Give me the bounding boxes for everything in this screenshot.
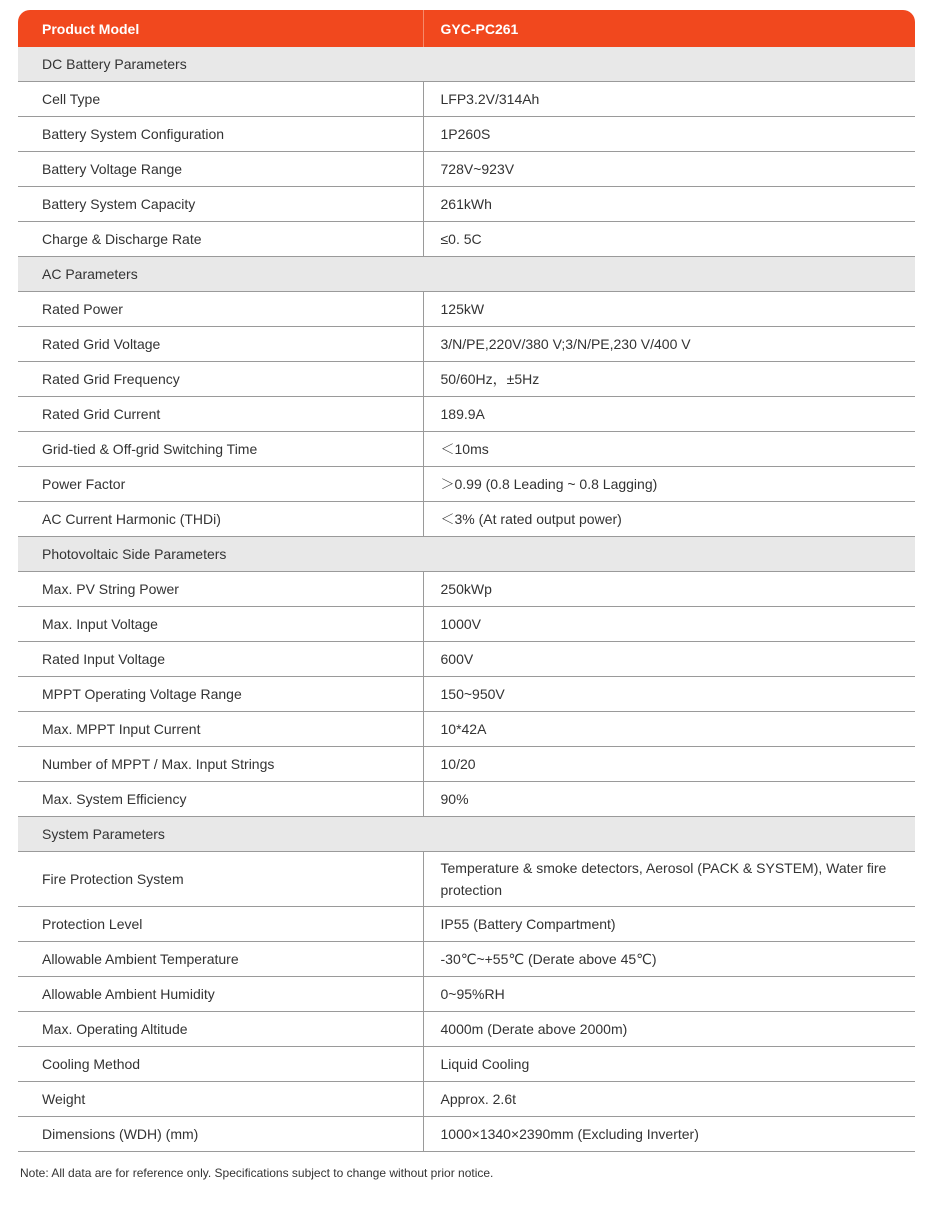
row-value: 250kWp (423, 572, 915, 607)
row-label: AC Current Harmonic (THDi) (18, 502, 423, 537)
row-value: 4000m (Derate above 2000m) (423, 1012, 915, 1047)
row-value: 3/N/PE,220V/380 V;3/N/PE,230 V/400 V (423, 327, 915, 362)
row-label: Charge & Discharge Rate (18, 222, 423, 257)
table-row (18, 1082, 915, 1117)
row-label: Rated Grid Frequency (18, 362, 423, 397)
table-row (18, 152, 915, 187)
row-label: Number of MPPT / Max. Input Strings (18, 747, 423, 782)
row-value: 50/60Hz，±5Hz (423, 362, 915, 397)
table-row (18, 117, 915, 152)
table-row (18, 82, 915, 117)
table-row (18, 222, 915, 257)
row-value: 150~950V (423, 677, 915, 712)
section-header-system (18, 817, 915, 852)
row-value: 0~95%RH (423, 977, 915, 1012)
row-label: Dimensions (WDH) (mm) (18, 1117, 423, 1152)
row-label: MPPT Operating Voltage Range (18, 677, 423, 712)
row-value: 261kWh (423, 187, 915, 222)
row-label: Max. Operating Altitude (18, 1012, 423, 1047)
row-value: 1000×1340×2390mm (Excluding Inverter) (423, 1117, 915, 1152)
table-row (18, 712, 915, 747)
spec-table (18, 10, 915, 1152)
row-value: 189.9A (423, 397, 915, 432)
table-row (18, 572, 915, 607)
row-label: Max. MPPT Input Current (18, 712, 423, 747)
row-label: Protection Level (18, 907, 423, 942)
row-label: Battery Voltage Range (18, 152, 423, 187)
row-label: Battery System Capacity (18, 187, 423, 222)
section-header-dc-battery (18, 47, 915, 82)
table-row (18, 1012, 915, 1047)
row-label: Rated Input Voltage (18, 642, 423, 677)
row-label: Weight (18, 1082, 423, 1117)
table-row (18, 1047, 915, 1082)
table-row (18, 977, 915, 1012)
table-row (18, 292, 915, 327)
spec-table-container (18, 10, 915, 1152)
section-title: DC Battery Parameters (18, 47, 915, 82)
row-value: ＞0.99 (0.8 Leading ~ 0.8 Lagging) (423, 467, 915, 502)
table-row (18, 397, 915, 432)
section-title: AC Parameters (18, 257, 915, 292)
row-value: ＜3% (At rated output power) (423, 502, 915, 537)
row-value: 1P260S (423, 117, 915, 152)
table-header-row (18, 10, 915, 47)
disclaimer-note: Note: All data are for reference only. Specifications subject to change without prior notice. (20, 1166, 494, 1180)
table-row (18, 852, 915, 907)
row-label: Max. Input Voltage (18, 607, 423, 642)
table-row (18, 782, 915, 817)
table-row (18, 942, 915, 977)
row-label: Battery System Configuration (18, 117, 423, 152)
table-row (18, 642, 915, 677)
row-value: 10/20 (423, 747, 915, 782)
table-row (18, 327, 915, 362)
row-label: Rated Power (18, 292, 423, 327)
row-label: Cell Type (18, 82, 423, 117)
table-row (18, 362, 915, 397)
row-value: IP55 (Battery Compartment) (423, 907, 915, 942)
row-value: 125kW (423, 292, 915, 327)
row-value: 600V (423, 642, 915, 677)
row-label: Max. PV String Power (18, 572, 423, 607)
table-row (18, 432, 915, 467)
row-value: ＜10ms (423, 432, 915, 467)
table-row (18, 187, 915, 222)
row-label: Rated Grid Voltage (18, 327, 423, 362)
row-value: 728V~923V (423, 152, 915, 187)
table-row (18, 907, 915, 942)
row-label: Fire Protection System (18, 852, 423, 907)
row-label: Allowable Ambient Humidity (18, 977, 423, 1012)
row-value: -30℃~+55℃ (Derate above 45℃) (423, 942, 915, 977)
row-value: LFP3.2V/314Ah (423, 82, 915, 117)
row-label: Rated Grid Current (18, 397, 423, 432)
row-value: 90% (423, 782, 915, 817)
row-label: Max. System Efficiency (18, 782, 423, 817)
row-label: Grid-tied & Off-grid Switching Time (18, 432, 423, 467)
row-value: 1000V (423, 607, 915, 642)
table-row (18, 607, 915, 642)
product-model-value: GYC-PC261 (423, 10, 915, 47)
table-row (18, 747, 915, 782)
row-label: Cooling Method (18, 1047, 423, 1082)
section-header-ac (18, 257, 915, 292)
row-value: Approx. 2.6t (423, 1082, 915, 1117)
row-value: Liquid Cooling (423, 1047, 915, 1082)
section-header-photovoltaic (18, 537, 915, 572)
table-row (18, 1117, 915, 1152)
section-title: System Parameters (18, 817, 915, 852)
table-row (18, 502, 915, 537)
table-row (18, 677, 915, 712)
section-title: Photovoltaic Side Parameters (18, 537, 915, 572)
row-value: 10*42A (423, 712, 915, 747)
row-value: Temperature & smoke detectors, Aerosol (PACK & SYSTEM), Water fire protection (423, 852, 915, 907)
row-value: ≤0. 5C (423, 222, 915, 257)
table-row (18, 467, 915, 502)
product-model-label: Product Model (18, 10, 423, 47)
row-label: Allowable Ambient Temperature (18, 942, 423, 977)
row-label: Power Factor (18, 467, 423, 502)
